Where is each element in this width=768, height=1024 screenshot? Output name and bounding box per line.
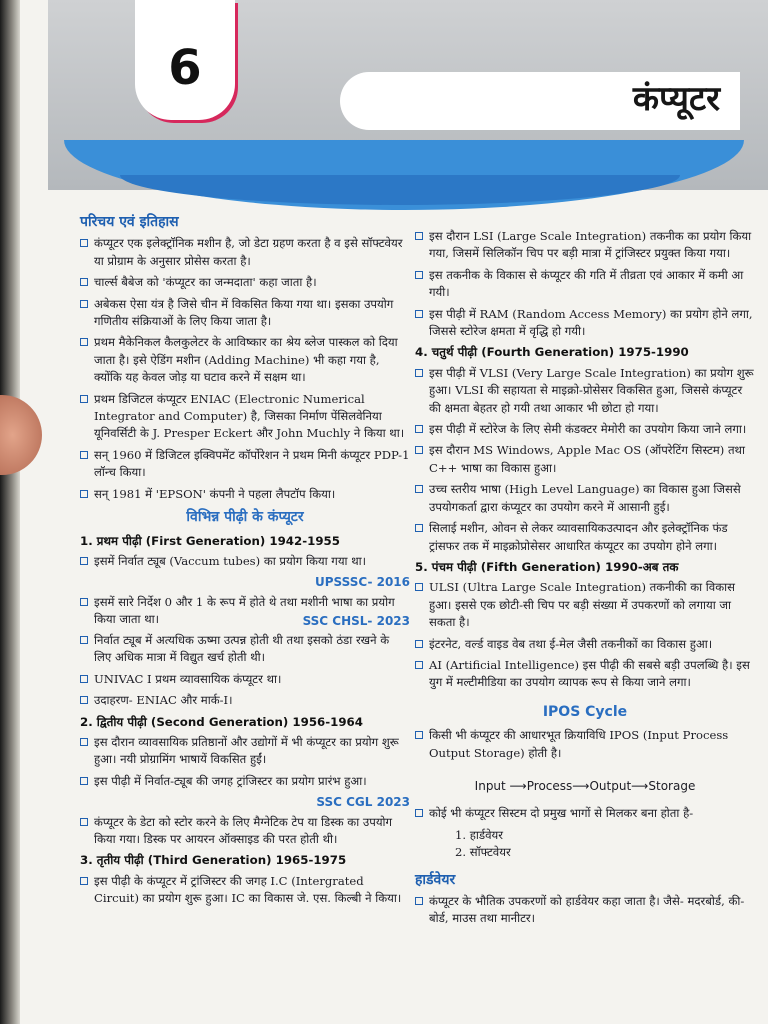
gen4-heading: 4. चतुर्थ पीढ़ी (Fourth Generation) 1975-1990 (415, 345, 689, 360)
system-sub-item: 2. सॉफ्टवेयर (455, 845, 511, 860)
exam-tag-chsl: SSC CHSL- 2023 (302, 613, 410, 628)
system-sub-item: 1. हार्डवेयर (455, 827, 504, 842)
gen5-item: ULSI (Ultra Large Scale Integration) तकनीकी का विकास हुआ। इससे एक छोटी-सी चिप पर बड़ी संख्या में उपकरणों को लगाया जा सकता है। (415, 579, 755, 631)
bullet-icon (415, 583, 423, 591)
bullet-icon (415, 425, 423, 433)
bullet-icon (80, 490, 88, 498)
left-column (80, 214, 410, 912)
bullet-icon (80, 598, 88, 606)
bullet-icon (80, 818, 88, 826)
bullet-icon (80, 675, 88, 683)
bullet-icon (415, 809, 423, 817)
bullet-icon (415, 661, 423, 669)
bullet-icon (415, 232, 423, 240)
bullet-icon (80, 451, 88, 459)
bullet-icon (80, 877, 88, 885)
gen2-heading: 2. द्वितीय पीढ़ी (Second Generation) 1956-1964 (80, 714, 363, 729)
intro-item: प्रथम मैकेनिकल कैलकुलेटर के आविष्कार का श्रेय ब्लेज पास्कल को दिया जाता है। इसे ऐडिंग मशीन (Adding Machine) भी कहा गया है, क्योंकि यह केवल जोड़ या घटाव करने में सक्षम था। (80, 334, 410, 386)
hardware-heading: हार्डवेयर (415, 871, 456, 888)
bullet-icon (415, 640, 423, 648)
ipos-flow: Input ⟶Process⟶Output⟶Storage (474, 778, 696, 793)
gen1-item: उदाहरण- ENIAC और मार्क-I। (80, 692, 410, 709)
intro-item: कंप्यूटर एक इलेक्ट्रॉनिक मशीन है, जो डेटा ग्रहण करता है व इसे सॉफ्टवेयर या प्रोग्राम के अनुसार प्रोसेस करता है। (80, 235, 410, 270)
gen2-item: इस दौरान व्यावसायिक प्रतिष्ठानों और उद्योगों में भी कंप्यूटर का प्रयोग शुरू हुआ। नयी प्रोग्रामिंग भाषायें विकसित हुईं। (80, 734, 410, 769)
gen4-item: इस दौरान MS Windows, Apple Mac OS (ऑपरेटिंग सिस्टम) तथा C++ भाषा का विकास हुआ। (415, 442, 755, 477)
gen1-item: इसमें सारे निर्देश 0 और 1 के रूप में होते थे तथा मशीनी भाषा का प्रयोग किया जाता था। (80, 594, 410, 629)
intro-item: प्रथम डिजिटल कंप्यूटर ENIAC (Electronic Numerical Integrator and Computer) है, जिसका निर्माण पेंसिलवेनिया यूनिवर्सिटी के J. Presper Eckert और John Muchly ने किया था। (80, 391, 410, 443)
bullet-icon (415, 897, 423, 905)
gen4-item: उच्च स्तरीय भाषा (High Level Language) का विकास हुआ जिससे उपयोगकर्ता द्वारा कंप्यूटर का उपयोग करने में आसानी हुई। (415, 481, 755, 516)
system-item: कोई भी कंप्यूटर सिस्टम दो प्रमुख भागों से मिलकर बना होता है- (415, 805, 755, 822)
intro-heading: परिचय एवं इतिहास (80, 214, 179, 230)
gen1-item: UNIVAC I प्रथम व्यावसायिक कंप्यूटर था। (80, 671, 410, 688)
gen4-item: इस पीढ़ी में VLSI (Very Large Scale Integration) का प्रयोग शुरू हुआ। VLSI की सहायता से माइक्रो-प्रोसेसर विकसित हुआ, जिससे कंप्यूटर की क्षमता बेहतर हो गयी तथा आकार भी छोटा हो गया। (415, 365, 755, 417)
exam-tag-cgl: SSC CGL 2023 (316, 795, 410, 810)
bullet-icon (80, 278, 88, 286)
bullet-icon (80, 557, 88, 565)
intro-item: चार्ल्स बैबेज को 'कंप्यूटर का जन्मदाता' कहा जाता है। (80, 274, 410, 291)
right-column (415, 228, 755, 932)
exam-tag-upsssc: UPSSSC- 2016 (314, 575, 410, 590)
bullet-icon (415, 485, 423, 493)
ipos-item: किसी भी कंप्यूटर की आधारभूत क्रियाविधि IPOS (Input Process Output Storage) होती है। (415, 727, 755, 762)
gen1-item: निर्वात ट्यूब में अत्यधिक ऊष्मा उत्पन्न होती थी तथा इसको ठंडा रखने के लिए अधिक मात्रा में विद्युत खर्च होती थी। (80, 632, 410, 667)
bullet-icon (80, 777, 88, 785)
intro-item: सन् 1981 में 'EPSON' कंपनी ने पहला लैपटॉप किया। (80, 486, 410, 503)
chapter-title: कंप्यूटर (632, 79, 720, 119)
bullet-icon (80, 738, 88, 746)
hardware-item: कंप्यूटर के भौतिक उपकरणों को हार्डवेयर कहा जाता है। जैसे- मदरबोर्ड, की-बोर्ड, माउस तथा मानीटर। (415, 893, 755, 928)
gen3-heading: 3. तृतीय पीढ़ी (Third Generation) 1965-1975 (80, 853, 347, 868)
gen3-item: इस दौरान LSI (Large Scale Integration) तकनीक का प्रयोग किया गया, जिसमें सिलिकॉन चिप पर बड़ी मात्रा में ट्रांजिस्टर प्रयुक्त किया गया। (415, 228, 755, 263)
bullet-icon (80, 300, 88, 308)
gen3-item: इस पीढ़ी के कंप्यूटर में ट्रांजिस्टर की जगह I.C (Intergrated Circuit) का प्रयोग शुरू हुआ। IC का विकास जे. एस. किल्बी ने किया। (80, 873, 410, 908)
bullet-icon (80, 395, 88, 403)
bullet-icon (415, 369, 423, 377)
bullet-icon (415, 731, 423, 739)
gen1-item: इसमें निर्वात ट्यूब (Vaccum tubes) का प्रयोग किया गया था। (80, 553, 410, 570)
gen5-heading: 5. पंचम पीढ़ी (Fifth Generation) 1990-अब तक (415, 559, 679, 574)
gen5-item: AI (Artificial Intelligence) इस पीढ़ी की सबसे बड़ी उपलब्धि है। इस युग में मल्टीमीडिया का उपयोग व्यापक रूप से किया जाने लगा। (415, 657, 755, 692)
bullet-icon (80, 338, 88, 346)
gen2-item: कंप्यूटर के डेटा को स्टोर करने के लिए मैग्नेटिक टेप या डिस्क का उपयोग किया गया। डिस्क पर आयरन ऑक्साइड की परत होती थी। (80, 814, 410, 849)
intro-item: सन् 1960 में डिजिटल इक्विपमेंट कॉर्पोरेशन ने प्रथम मिनी कंप्यूटर PDP-1 लॉन्च किया। (80, 447, 410, 482)
gen3-item: इस तकनीक के विकास से कंप्यूटर की गति में तीव्रता एवं आकार में कमी आ गयी। (415, 267, 755, 302)
ipos-heading: IPOS Cycle (542, 703, 628, 720)
gen5-item: इंटरनेट, वर्ल्ड वाइड वेब तथा ई-मेल जैसी तकनीकों का विकास हुआ। (415, 636, 755, 653)
page-edge (0, 0, 20, 1024)
intro-item: अबेकस ऐसा यंत्र है जिसे चीन में विकसित किया गया था। इसका उपयोग गणितीय संक्रियाओं के लिए किया जाता है। (80, 296, 410, 331)
bullet-icon (415, 524, 423, 532)
bullet-icon (415, 310, 423, 318)
gen1-heading: 1. प्रथम पीढ़ी (First Generation) 1942-1955 (80, 533, 340, 548)
gen4-item: इस पीढ़ी में स्टोरेज के लिए सेमी कंडक्टर मेमोरी का उपयोग किया जाने लगा। (415, 421, 755, 438)
bullet-icon (415, 446, 423, 454)
gen4-item: सिलाई मशीन, ओवन से लेकर व्यावसायिकउत्पादन और इलेक्ट्रॉनिक फंड ट्रांसफर तक में माइक्रोप्रोसेसर आधारित कंप्यूटर का उपयोग होने लगा। (415, 520, 755, 555)
chapter-number: 6 (168, 40, 202, 96)
bullet-icon (80, 636, 88, 644)
generations-heading: विभिन्न पीढ़ी के कंप्यूटर (186, 509, 304, 526)
bullet-icon (80, 239, 88, 247)
gen2-item: इस पीढ़ी में निर्वात-ट्यूब की जगह ट्रांजिस्टर का प्रयोग प्रारंभ हुआ। (80, 773, 410, 790)
bullet-icon (80, 696, 88, 704)
bullet-icon (415, 271, 423, 279)
gen3-item: इस पीढ़ी में RAM (Random Access Memory) का प्रयोग होने लगा, जिससे स्टोरेज क्षमता में वृद्धि हो गयी। (415, 306, 755, 341)
